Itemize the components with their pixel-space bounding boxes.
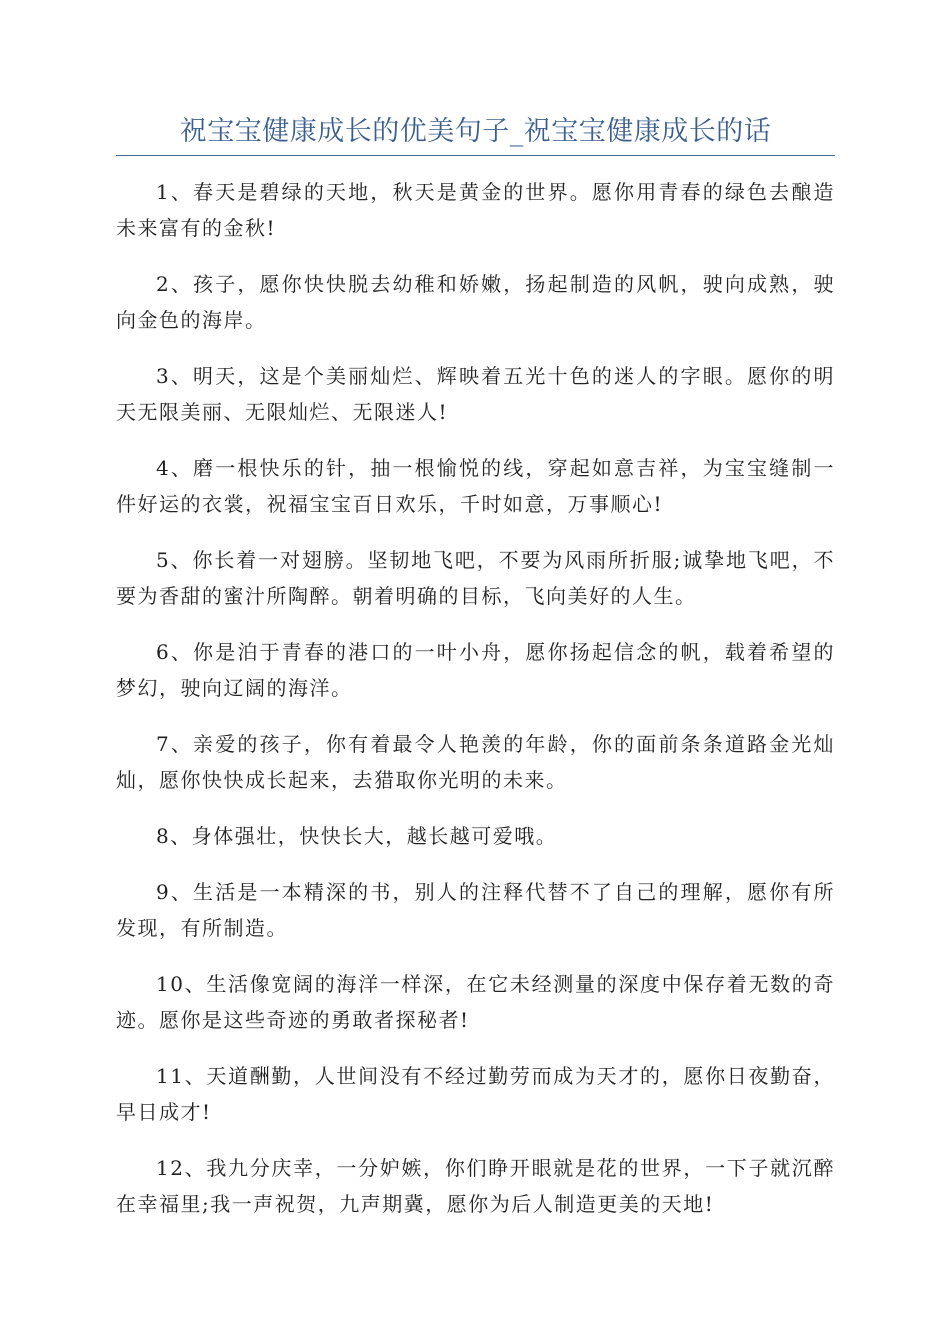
paragraph: 10、生活像宽阔的海洋一样深，在它未经测量的深度中保存着无数的奇迹。愿你是这些奇迹的勇敢者探秘者! (116, 972, 835, 1032)
paragraph: 5、你长着一对翅膀。坚韧地飞吧，不要为风雨所折服;诚挚地飞吧，不要为香甜的蜜汁所陶醉。朝着明确的目标，飞向美好的人生。 (116, 548, 835, 608)
paragraph: 8、身体强壮，快快长大，越长越可爱哦。 (156, 824, 558, 848)
paragraph: 12、我九分庆幸，一分妒嫉，你们睁开眼就是花的世界，一下子就沉醉在幸福里;我一声祝贺，九声期冀，愿你为后人制造更美的天地! (116, 1156, 835, 1216)
title-block (116, 113, 835, 156)
paragraph: 11、天道酬勤，人世间没有不经过勤劳而成为天才的，愿你日夜勤奋，早日成才! (116, 1064, 835, 1124)
paragraph: 2、孩子，愿你快快脱去幼稚和娇嫩，扬起制造的风帆，驶向成熟，驶向金色的海岸。 (116, 272, 835, 332)
paragraph: 4、磨一根快乐的针，抽一根愉悦的线，穿起如意吉祥，为宝宝缝制一件好运的衣裳，祝福宝宝百日欢乐，千时如意，万事顺心! (116, 456, 835, 516)
page-title: 祝宝宝健康成长的优美句子_祝宝宝健康成长的话 (179, 116, 772, 147)
paragraph: 7、亲爱的孩子，你有着最令人艳羡的年龄，你的面前条条道路金光灿灿，愿你快快成长起来，去猎取你光明的未来。 (116, 732, 835, 792)
paragraph: 9、生活是一本精深的书，别人的注释代替不了自己的理解，愿你有所发现，有所制造。 (116, 880, 835, 940)
paragraph: 1、春天是碧绿的天地，秋天是黄金的世界。愿你用青春的绿色去酿造未来富有的金秋! (116, 180, 835, 240)
paragraph: 3、明天，这是个美丽灿烂、辉映着五光十色的迷人的字眼。愿你的明天无限美丽、无限灿烂、无限迷人! (116, 364, 835, 424)
document-body (116, 174, 835, 1242)
paragraph: 6、你是泊于青春的港口的一叶小舟，愿你扬起信念的帆，载着希望的梦幻，驶向辽阔的海洋。 (116, 640, 835, 700)
